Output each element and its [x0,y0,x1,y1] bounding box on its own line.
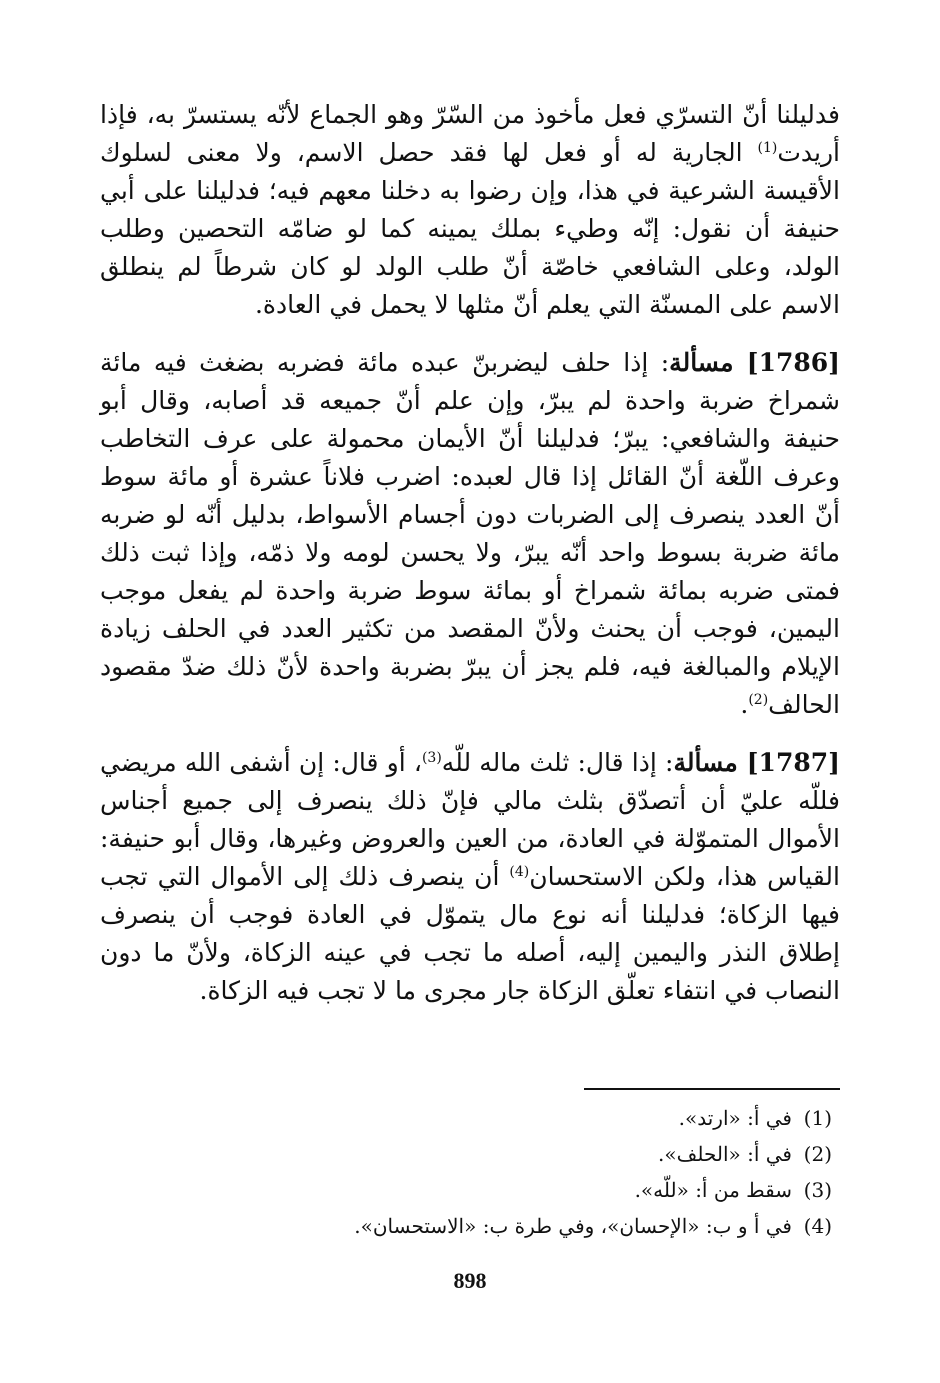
paragraph-text: فدليلنا أنّ التسرّي فعل مأخوذ من السّرّ وهو الجماع لأنّه يستسرّ به، فإذا أريدت [100,100,840,167]
footnotes [132,1100,832,1244]
paragraph-text: الجارية له أو فعل لها فقد حصل الاسم، ولا معنى لسلوك الأقيسة الشرعية في هذا، وإن رضوا به دخلنا معهم فيه؛ فدليلنا على أبي حنيفة أن نقول: إنّه وطيء بملك يمينه كما لو ضامّه التحصين وطلب الولد، وعلى الشافعي خاصّة أنّ طلب الولد لو كان شرطاً لم ينطلق الاسم على المسنّة التي يعلم أنّ مثلها لا يحمل في العادة. [100,138,840,319]
footnote-number: (3) [803,1178,832,1202]
footnote-text: في أ: «ارتد». [678,1106,792,1130]
footnote-ref-4: (4) [509,864,530,880]
paragraph-text: : إذا حلف ليضربنّ عبده مائة فضربه بضغث فيه مائة شمراخ ضربة واحدة لم يبرّ، وإن علم أنّ جميعه قد أصابه، وقال أبو حنيفة والشافعي: يبرّ؛ فدليلنا أنّ الأيمان محمولة على عرف التخاطب وعرف اللّغة أنّ القائل إذا قال لعبده: اضرب فلاناً عشرة أو مائة سوط أنّ العدد ينصرف إلى الضربات دون أجسام الأسواط، بدليل أنّه لو ضربه مائة ضربة بسوط واحد أنّه يبرّ، ولا يحسن لومه ولا ذمّه، وإذا ثبت ذلك فمتى ضربه بمائة شمراخ أو بمائة سوط ضربة واحدة لم يفعل موجب اليمين، فوجب أن يحنث ولأنّ المقصد من تكثير العدد في الحلف زيادة الإيلام والمبالغة فيه، فلم يجز أن يبرّ بضربة واحدة لأنّ ذلك ضدّ مقصود الحالف [100,348,840,719]
footnote-number: (1) [803,1106,832,1130]
page-body [100,96,840,1010]
footnote-ref-3: (3) [421,750,442,766]
footnote-number: (2) [803,1142,832,1166]
footnote-4 [132,1208,832,1244]
footnote-text: في أ: «الحلف». [658,1142,792,1166]
paragraph-issue-1787 [100,744,840,1010]
paragraph-tasarri [100,96,840,324]
footnote-1 [132,1100,832,1136]
footnote-text: سقط من أ: «للّه». [634,1178,792,1202]
footnote-divider [584,1088,840,1090]
page-number: 898 [453,1268,487,1293]
paragraph-text: أن ينصرف ذلك إلى الأموال التي تجب فيها الزكاة؛ فدليلنا أنه نوع مال يتموّل في العادة فوجب أن ينصرف إطلاق النذر واليمين إليه، أصله ما تجب في عينه الزكاة، ولأنّ ما دون النصاب في انتفاء تعلّق الزكاة جار مجرى ما لا تجب فيه الزكاة. [100,862,840,1005]
footnote-2 [132,1136,832,1172]
footnote-ref-1: (1) [757,140,778,156]
footnote-number: (4) [803,1214,832,1238]
paragraph-text: . [740,690,749,719]
footnote-ref-2: (2) [748,692,769,708]
footnote-text: في أ و ب: «الإحسان»، وفي طرة ب: «الاستحسان». [354,1214,792,1238]
issue-heading-1787: [1787] مسألة [673,748,840,777]
paragraph-text: : إذا قال: ثلث ماله للّه [441,748,674,777]
paragraph-issue-1786 [100,344,840,724]
paragraph-text: ، أو قال: إن أشفى الله مريضي فللّه عليّ أن أتصدّق بثلث مالي فإنّ ذلك ينصرف إلى جميع أجناس الأموال المتموّلة في العادة، من العين والعروض وغيرها، وقال أبو حنيفة: القياس هذا، ولكن الاستحسان [100,748,840,891]
issue-heading-1786: [1786] مسألة [669,348,840,377]
footnote-3 [132,1172,832,1208]
